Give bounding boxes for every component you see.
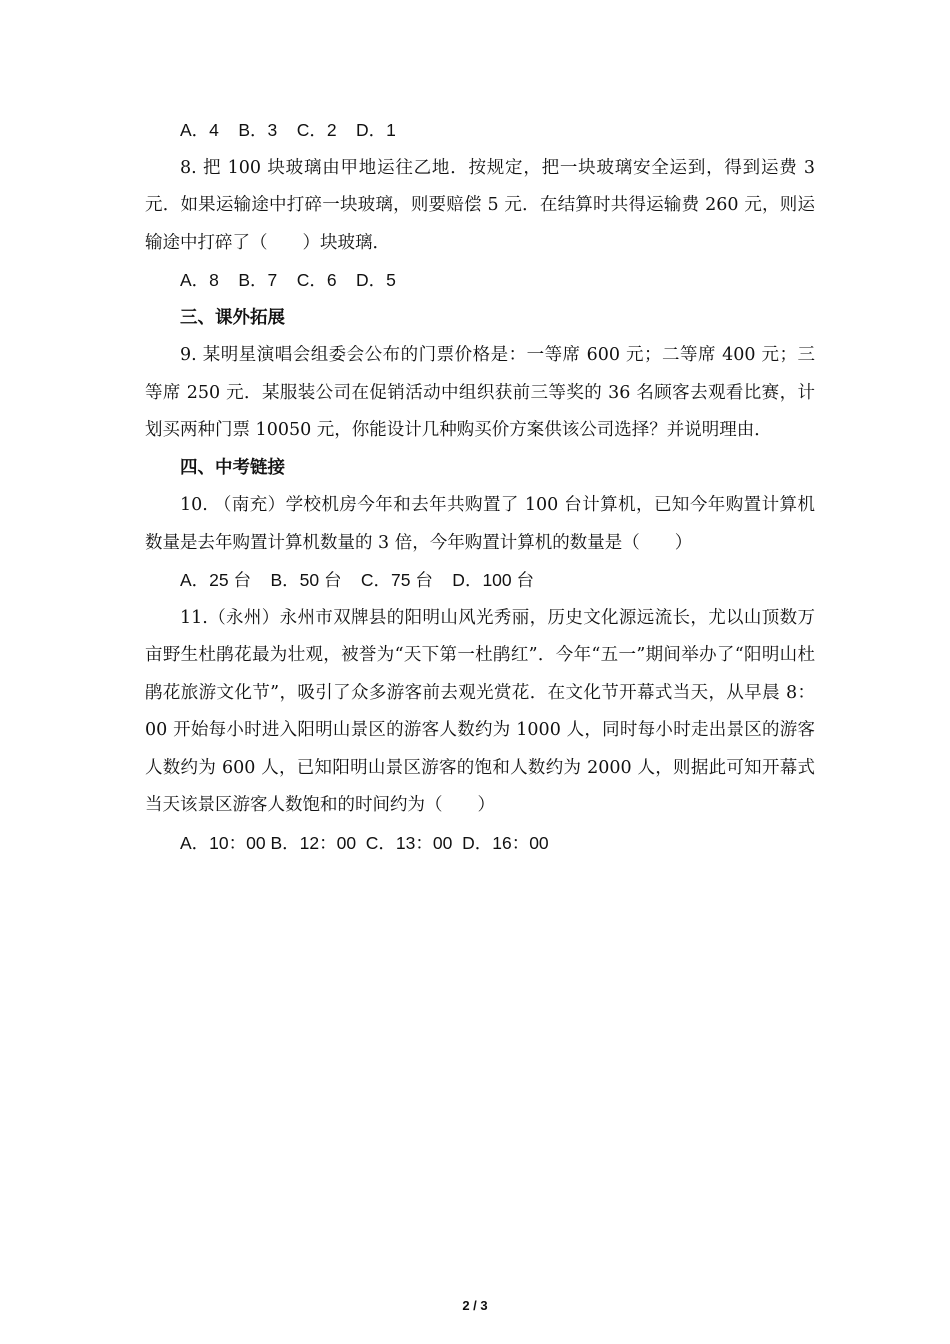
- q7-options: A．4 B．3 C．2 D．1: [180, 120, 396, 140]
- section4-heading: 四、中考链接: [180, 457, 285, 478]
- q8-text: 8. 把 100 块玻璃由甲地运往乙地．按规定，把一块玻璃安全运到，得到运费 3 元．如果运输途中打碎一块玻璃，则要赔偿 5 元．在结算时共得运输费 260 元，则运输途中打碎了（ ）块玻璃．: [145, 157, 815, 253]
- q10-options: A．25 台 B．50 台 C．75 台 D．100 台: [180, 570, 535, 590]
- q11-text: 11.（永州）永州市双牌县的阳明山风光秀丽，历史文化源远流长，尤以山顶数万亩野生杜鹃花最为壮观，被誉为“天下第一杜鹃红”．今年“五一”期间举办了“阳明山杜鹃花旅游文化节”，吸引了众多游客前去观光赏花．在文化节开幕式当天，从早晨 8：00 开始每小时进入阳明山景区的游客人数约为 1000 人，同时每小时走出景区的游客人数约为 600 人，已知阳明山景区游客的饱和人数约为 2000 人，则据此可知开幕式当天该景区游客人数饱和的时间约为（ ）: [145, 607, 815, 815]
- q8-options: A．8 B．7 C．6 D．5: [180, 270, 396, 290]
- page-content: [145, 112, 815, 862]
- q11-options: A．10：00 B．12：00 C．13：00 D．16：00: [180, 832, 549, 853]
- page-number: 2 / 3: [462, 1298, 488, 1313]
- section3-heading: 三、课外拓展: [180, 307, 285, 328]
- q9-text: 9. 某明星演唱会组委会公布的门票价格是：一等席 600 元；二等席 400 元；三等席 250 元．某服装公司在促销活动中组织获前三等奖的 36 名顾客去观看比赛，计划买两种门票 10050 元，你能设计几种购买价方案供该公司选择？并说明理由．: [145, 345, 815, 440]
- q10-text: 10. （南充）学校机房今年和去年共购置了 100 台计算机，已知今年购置计算机数量是去年购置计算机数量的 3 倍，今年购置计算机的数量是（ ）: [145, 495, 815, 553]
